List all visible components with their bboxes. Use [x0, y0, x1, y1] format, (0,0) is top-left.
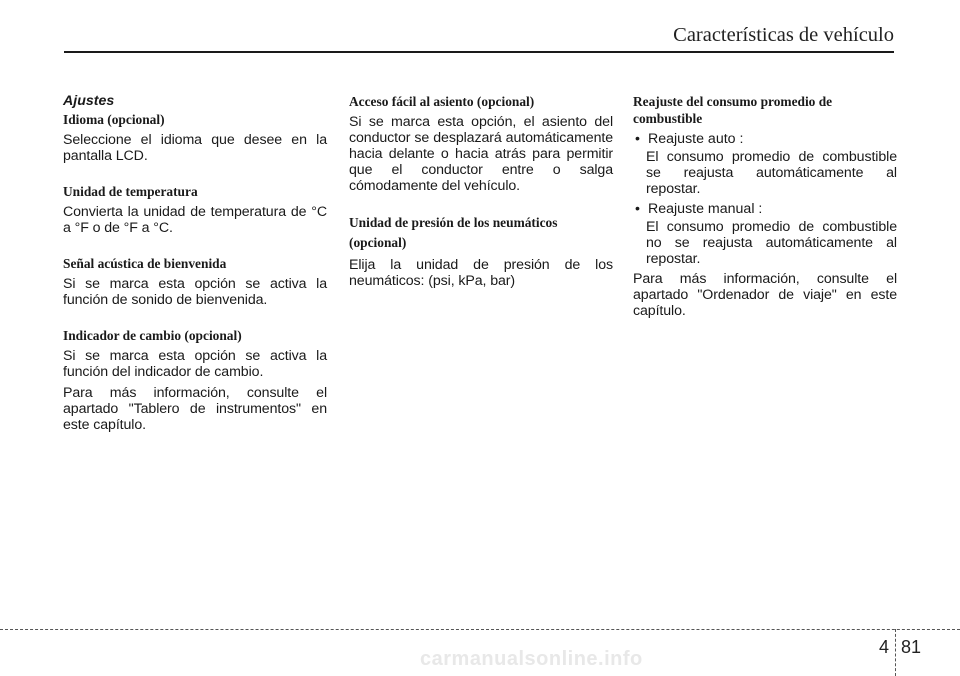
chapter-number: 4: [879, 637, 890, 657]
setting-block-tire-pressure-unit: [349, 213, 613, 289]
paragraph: Si se marca esta opción se activa la función del indicador de cambio.: [63, 348, 327, 380]
paragraph: Si se marca esta opción, el asiento del conductor se desplazará automáticamente hacia delante o hacia atrás para permitir que el conductor entre o salga cómodamente del vehículo.: [349, 114, 613, 194]
subhead-easy-access: Acceso fácil al asiento (opcional): [349, 94, 535, 109]
bullet-icon: •: [635, 201, 640, 217]
subhead-shift-indicator: Indicador de cambio (opcional): [63, 328, 242, 343]
page-number: 81: [901, 637, 922, 657]
subhead-language: Idioma (opcional): [63, 112, 165, 127]
setting-block-language: [63, 111, 327, 164]
paragraph: Si se marca esta opción se activa la función de sonido de bienvenida.: [63, 276, 327, 308]
watermark: carmanualsonline.info: [420, 648, 643, 670]
header-rule: [64, 51, 894, 53]
paragraph: Convierta la unidad de temperatura de °C a °F o de °F a °C.: [63, 204, 327, 236]
bullet-item-manual: [633, 201, 897, 217]
column-3: [633, 93, 897, 324]
bullet-icon: •: [635, 131, 640, 147]
bullet-description: El consumo promedio de combustible no se reajusta automáticamente al repostar.: [646, 219, 897, 267]
setting-block-easy-access: [349, 93, 613, 194]
column-1: [63, 93, 327, 452]
footer-dashed-rule: [0, 629, 960, 630]
subhead-fuel-consumption-reset: Reajuste del consumo promedio de combustible: [633, 94, 833, 126]
subhead-welcome-sound: Señal acústica de bienvenida: [63, 256, 227, 271]
subhead-temperature-unit: Unidad de temperatura: [63, 184, 198, 199]
bullet-item-auto: [633, 131, 897, 147]
footer-page-separator: [895, 629, 896, 676]
paragraph: Seleccione el idioma que desee en la pantalla LCD.: [63, 132, 327, 164]
bullet-label: Reajuste manual :: [648, 201, 763, 217]
column-2: [349, 93, 613, 308]
bullet-description: El consumo promedio de combustible se reajusta automáticamente al repostar.: [646, 149, 897, 197]
section-title: Ajustes: [63, 93, 115, 109]
subhead-tire-pressure-unit: Unidad de presión de los neumáticos (opcional): [349, 215, 558, 250]
setting-block-welcome-sound: [63, 255, 327, 308]
setting-block-temperature-unit: [63, 183, 327, 236]
closing-paragraph: Para más información, consulte el apartado "Ordenador de viaje" en este capítulo.: [633, 271, 897, 319]
paragraph: Para más información, consulte el apartado "Tablero de instrumentos" en este capítulo.: [63, 385, 327, 433]
page-header-title: Características de vehículo: [673, 24, 894, 46]
bullet-label: Reajuste auto :: [648, 131, 744, 147]
setting-block-shift-indicator: [63, 327, 327, 433]
paragraph: Elija la unidad de presión de los neumáticos: (psi, kPa, bar): [349, 257, 613, 289]
